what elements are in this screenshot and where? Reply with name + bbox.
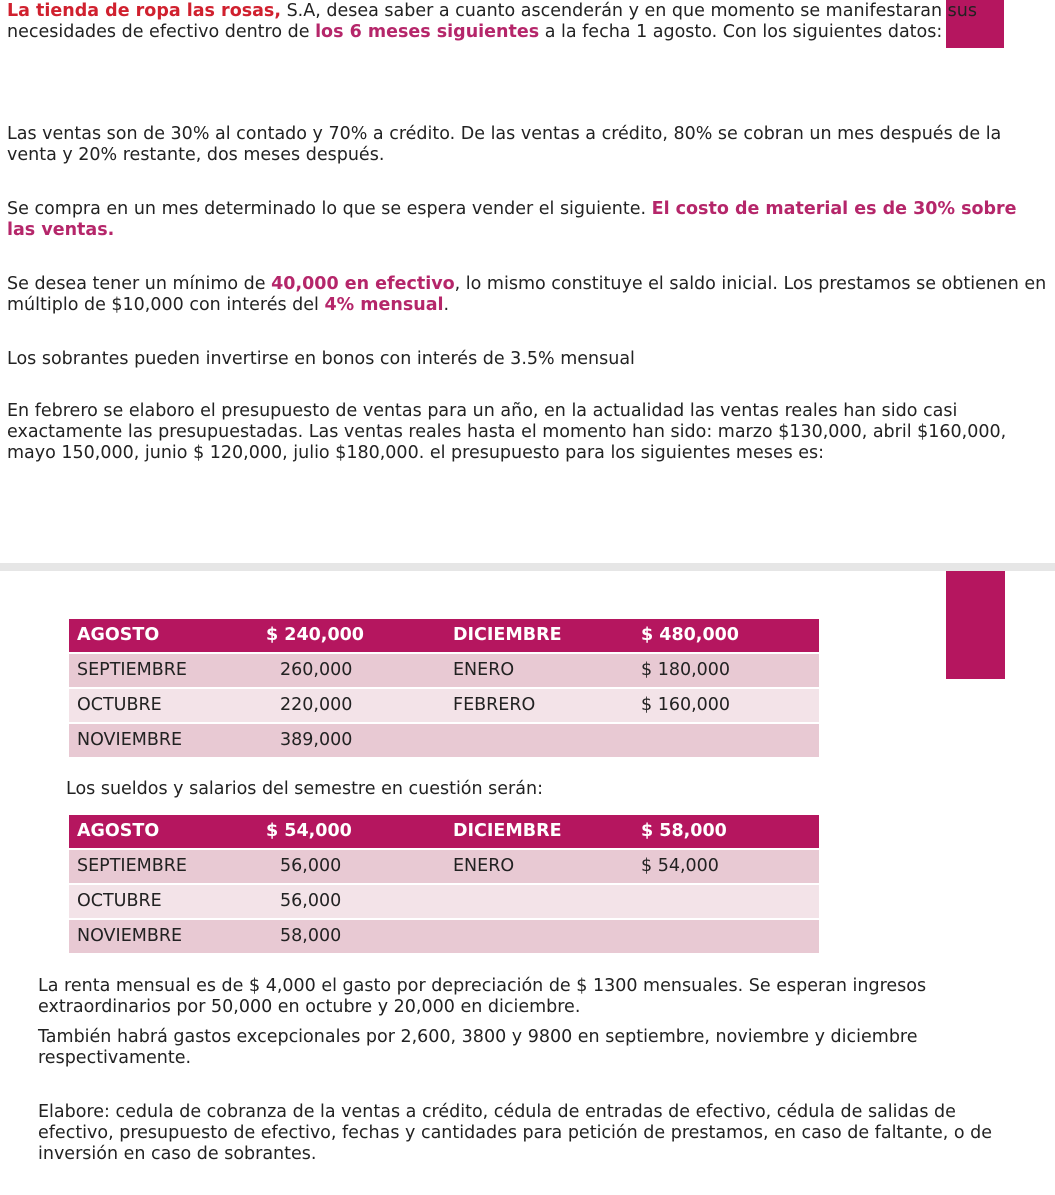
- salaries-table: [69, 815, 819, 955]
- table-cell: [632, 919, 819, 954]
- table-cell: AGOSTO: [69, 619, 258, 653]
- table-cell: OCTUBRE: [69, 884, 258, 919]
- table-cell: $ 160,000: [632, 688, 819, 723]
- table-cell: [445, 884, 632, 919]
- table-cell: $ 180,000: [632, 653, 819, 688]
- sales-terms-paragraph: Las ventas son de 30% al contado y 70% a crédito. De las ventas a crédito, 80% se cobran un mes después de la venta y 20% restante, dos meses después.: [7, 124, 1002, 165]
- table-cell: $ 54,000: [632, 849, 819, 884]
- table-cell: AGOSTO: [69, 815, 258, 849]
- table-cell: SEPTIEMBRE: [69, 849, 258, 884]
- surplus-paragraph: Los sobrantes pueden invertirse en bonos con interés de 3.5% mensual: [7, 349, 635, 369]
- task-paragraph: Elabore: cedula de cobranza de la ventas a crédito, cédula de entradas de efectivo, cédula de salidas de efectivo, presupuesto de efectivo, fechas y cantidades para petición de prestamos, en caso de faltante, o de inversión en caso de sobrantes.: [38, 1102, 993, 1164]
- exceptional-expenses-paragraph: También habrá gastos excepcionales por 2,600, 3800 y 9800 en septiembre, noviembre y diciembre respectivamente.: [38, 1027, 918, 1068]
- table-row: [69, 653, 819, 688]
- table-cell: FEBRERO: [445, 688, 632, 723]
- table-cell: ENERO: [445, 653, 632, 688]
- table-cell: $ 54,000: [258, 815, 445, 849]
- decorative-accent-block-right: [946, 571, 1005, 679]
- table-row: [69, 919, 819, 954]
- budget-paragraph: En febrero se elaboro el presupuesto de ventas para un año, en la actualidad las ventas reales han sido casi exactamente las presupuestadas. Las ventas reales hasta el momento han sido: marzo $130,000, abril $160,000, mayo 150,000, junio $ 120,000, julio $180,000. el presupuesto para los siguientes meses es:: [7, 401, 1007, 463]
- table-cell: $ 58,000: [632, 815, 819, 849]
- purchase-paragraph: Se compra en un mes determinado lo que se espera vender el siguiente. El costo de material es de 30% sobre las ventas.: [7, 199, 1017, 240]
- table-cell: 56,000: [258, 884, 445, 919]
- table-cell: ENERO: [445, 849, 632, 884]
- table-cell: [632, 723, 819, 758]
- table-header-row: [69, 815, 819, 849]
- interest-rate-highlight: 4% mensual: [324, 295, 444, 315]
- table-cell: [445, 723, 632, 758]
- table-cell: OCTUBRE: [69, 688, 258, 723]
- table-cell: NOVIEMBRE: [69, 919, 258, 954]
- rent-paragraph: La renta mensual es de $ 4,000 el gasto por depreciación de $ 1300 mensuales. Se esperan ingresos extraordinarios por 50,000 en octubre y 20,000 en diciembre.: [38, 976, 927, 1017]
- table-cell: DICIEMBRE: [445, 815, 632, 849]
- table-header-row: [69, 619, 819, 653]
- table-row: [69, 884, 819, 919]
- table-cell: DICIEMBRE: [445, 619, 632, 653]
- table-row: [69, 723, 819, 758]
- table-cell: 260,000: [258, 653, 445, 688]
- table-cell: $ 480,000: [632, 619, 819, 653]
- table-cell: [445, 919, 632, 954]
- table-cell: [632, 884, 819, 919]
- min-cash-highlight: 40,000 en efectivo: [271, 274, 455, 294]
- section-divider: [0, 563, 1055, 571]
- table-cell: SEPTIEMBRE: [69, 653, 258, 688]
- intro-paragraph: La tienda de ropa las rosas, S.A, desea saber a cuanto ascenderán y en que momento se manifestaran sus necesidades de efectivo dentro de los 6 meses siguientes a la fecha 1 agosto. Con los siguientes datos:: [7, 1, 977, 42]
- table-cell: 389,000: [258, 723, 445, 758]
- cash-policy-paragraph: Se desea tener un mínimo de 40,000 en efectivo, lo mismo constituye el saldo inicial. Los prestamos se obtienen en múltiplo de $10,000 con interés del 4% mensual.: [7, 274, 1047, 315]
- table-cell: $ 240,000: [258, 619, 445, 653]
- material-cost-highlight: El costo de material es de 30% sobre las ventas.: [7, 199, 1017, 240]
- period-highlight: los 6 meses siguientes: [315, 22, 540, 42]
- table-cell: 56,000: [258, 849, 445, 884]
- table-cell: 58,000: [258, 919, 445, 954]
- salaries-caption: Los sueldos y salarios del semestre en cuestión serán:: [66, 779, 543, 799]
- table-row: [69, 688, 819, 723]
- table-cell: NOVIEMBRE: [69, 723, 258, 758]
- company-name: La tienda de ropa las rosas,: [7, 1, 282, 21]
- sales-budget-table: [69, 619, 819, 759]
- table-row: [69, 849, 819, 884]
- table-cell: 220,000: [258, 688, 445, 723]
